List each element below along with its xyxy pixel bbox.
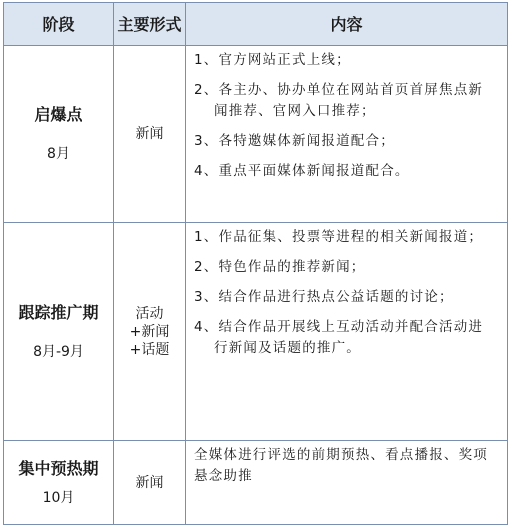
stage-time: 8月 [47,146,70,162]
content-item: 1、官方网站正式上线； [194,52,351,68]
stage-cell [4,223,114,441]
stage-name: 集中预热期 [18,458,99,478]
stage-cell [4,46,114,223]
stage-name: 启爆点 [34,105,83,124]
stage-time: 8月-9月 [33,343,84,360]
stage-time: 10月 [42,489,75,506]
header-form: 主要形式 [114,3,186,46]
content-item: 1、作品征集、投票等进程的相关新闻报道； [194,229,484,245]
content-item: 2、特色作品的推荐新闻； [194,259,366,275]
header-content: 内容 [186,3,508,46]
stage-name: 跟踪推广期 [18,302,99,322]
form-cell [114,46,186,223]
schedule-table-container [3,2,507,524]
content-cell [186,441,508,525]
form-cell [114,223,186,441]
content-item: 4、结合作品开展线上互动活动并配合活动进行新闻及话题的推广。 [194,319,484,356]
form-text: 新闻 [135,474,164,491]
stage-cell [4,441,114,525]
content-cell [186,223,508,441]
content-item: 3、各特邀媒体新闻报道配合； [194,133,395,149]
content-item: 3、结合作品进行热点公益话题的讨论； [194,289,454,305]
header-stage: 阶段 [4,3,114,46]
table-row [4,46,508,223]
schedule-table [3,2,508,525]
content-item: 全媒体进行评选的前期预热、看点播报、奖项悬念助推 [194,447,488,484]
form-text: 新闻 [135,126,164,142]
form-text: +新闻 [129,323,170,340]
form-text: 活动 [135,305,164,322]
table-row [4,223,508,441]
content-item: 2、各主办、协办单位在网站首页首屏焦点新闻推荐、官网入口推荐； [194,82,484,119]
content-cell [186,46,508,223]
content-item: 4、重点平面媒体新闻报道配合。 [194,163,410,179]
form-cell [114,441,186,525]
header-row [4,3,508,46]
form-text: +话题 [129,341,170,358]
table-row [4,441,508,525]
